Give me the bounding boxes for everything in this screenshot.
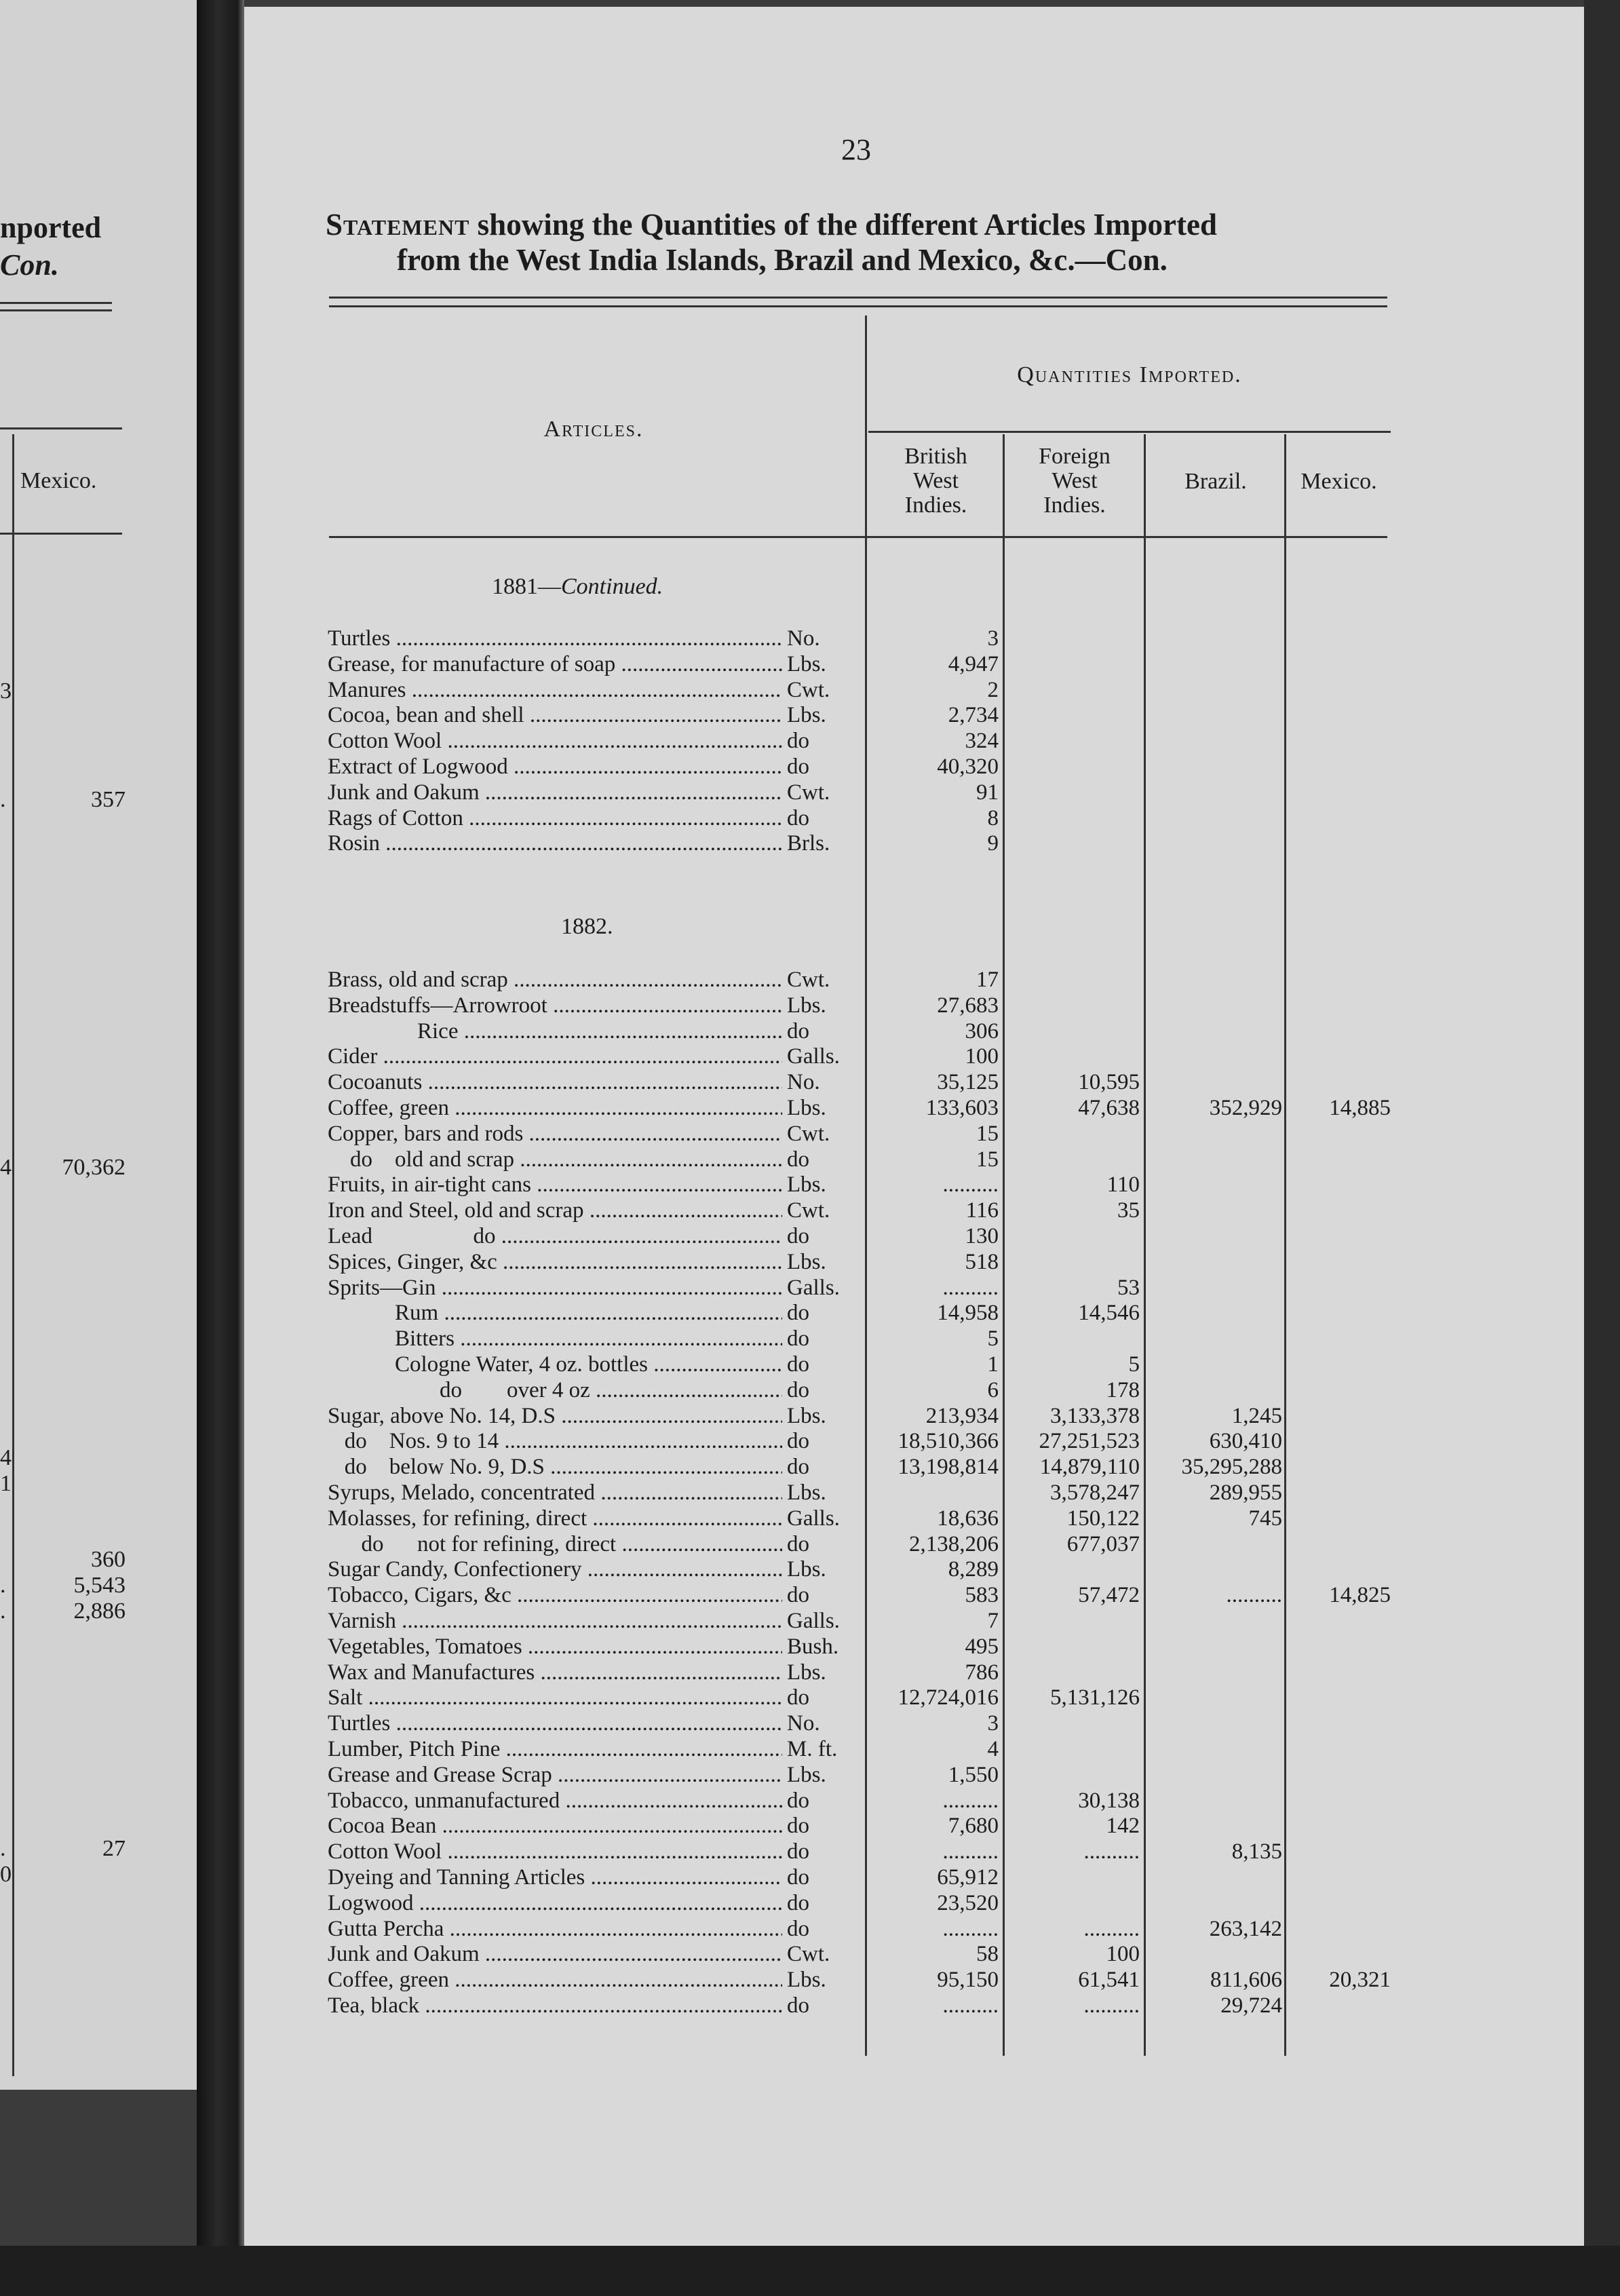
article-name: Junk and Oakum ..... [328, 780, 782, 805]
british-west-indies-cell: .......... [942, 1839, 999, 1864]
british-west-indies-cell: 1,550 [948, 1762, 999, 1787]
article-name: Dyeing and Tanning Articles ..... [328, 1864, 782, 1890]
article-name: Turtles ..... [328, 1710, 782, 1736]
british-west-indies-cell: 3 [987, 626, 999, 651]
table-row [0, 1300, 1620, 1326]
table-row [0, 1223, 1620, 1249]
article-name: Fruits, in air-tight cans ..... [328, 1172, 782, 1198]
unit-cell: do [787, 729, 809, 754]
unit-cell: do [787, 1377, 809, 1402]
unit-cell: do [787, 1224, 809, 1248]
table-row [0, 1095, 1620, 1121]
foreign-west-indies-header [1005, 444, 1144, 518]
header-line: Foreign [1039, 444, 1111, 469]
section-label: 1882. [561, 914, 613, 939]
article-name: Extract of Logwood ..... [328, 754, 782, 780]
foreign-west-indies-cell: .......... [1083, 1993, 1140, 2018]
british-west-indies-cell: 6 [987, 1377, 999, 1402]
unit-cell: do [787, 1788, 809, 1813]
table-row [0, 1377, 1620, 1403]
left-page-clipped-mark: 0 [0, 1862, 12, 1887]
article-name: Cocoa Bean ..... [328, 1813, 782, 1839]
table-row [0, 1556, 1620, 1582]
unit-cell: Lbs. [787, 1249, 826, 1274]
title-rule [329, 296, 1387, 299]
foreign-west-indies-cell: 110 [1106, 1172, 1140, 1198]
article-name: Junk and Oakum ..... [328, 1941, 782, 1967]
british-west-indies-cell: 14,958 [937, 1301, 999, 1326]
unit-cell: Cwt. [787, 968, 830, 992]
british-west-indies-cell: 2,734 [948, 703, 999, 728]
unit-cell: Lbs. [787, 1172, 826, 1198]
table-row [0, 1121, 1620, 1147]
british-west-indies-header [870, 444, 1002, 518]
article-name: Cotton Wool ..... [328, 728, 782, 754]
british-west-indies-cell: 100 [965, 1044, 999, 1069]
unit-cell: Lbs. [787, 1660, 826, 1685]
british-west-indies-cell: 7 [987, 1609, 999, 1633]
british-west-indies-cell: 4 [987, 1737, 999, 1761]
foreign-west-indies-cell: 57,472 [1078, 1583, 1140, 1608]
article-name: Sprits—Gin ..... [328, 1275, 782, 1301]
british-west-indies-cell: 306 [965, 1018, 999, 1044]
foreign-west-indies-cell: 30,138 [1078, 1788, 1140, 1813]
british-west-indies-cell: 23,520 [937, 1890, 999, 1915]
table-row [0, 1454, 1620, 1480]
table-row [0, 1864, 1620, 1890]
table-row [0, 651, 1620, 677]
unit-cell: Cwt. [787, 780, 830, 805]
article-name: do Nos. 9 to 14 ..... [328, 1428, 782, 1454]
table-row [0, 1428, 1620, 1454]
table-row [0, 1710, 1620, 1736]
article-name: Vegetables, Tomatoes ..... [328, 1634, 782, 1660]
foreign-west-indies-cell: 14,879,110 [1039, 1455, 1140, 1480]
quantities-rule [868, 431, 1391, 433]
table-row [0, 728, 1620, 754]
header-line: Indies. [1043, 493, 1106, 518]
table-row [0, 1044, 1620, 1069]
british-west-indies-cell: 583 [965, 1583, 999, 1608]
foreign-west-indies-cell: 3,578,247 [1050, 1480, 1140, 1505]
british-west-indies-cell: 13,198,814 [898, 1455, 999, 1480]
quantities-header: Quantities Imported. [1017, 362, 1242, 387]
british-west-indies-cell: 133,603 [925, 1096, 999, 1120]
left-page-rule [0, 309, 112, 311]
british-west-indies-cell: 58 [976, 1942, 999, 1967]
table-row [0, 1069, 1620, 1095]
table-row [0, 677, 1620, 703]
section-label [492, 574, 663, 600]
british-west-indies-cell: 5 [987, 1326, 999, 1352]
unit-cell: Lbs. [787, 1096, 826, 1120]
foreign-west-indies-cell: 178 [1106, 1377, 1140, 1402]
left-page-clipped-mark: . [0, 1836, 6, 1861]
left-page-rule [0, 427, 122, 429]
article-name: do below No. 9, D.S ..... [328, 1454, 782, 1480]
table-row [0, 1660, 1620, 1685]
article-name: Cocoanuts ..... [328, 1069, 782, 1095]
british-west-indies-cell: 35,125 [937, 1070, 999, 1095]
unit-cell: Galls. [787, 1044, 840, 1069]
table-row [0, 1788, 1620, 1814]
table-row [0, 1326, 1620, 1352]
table-row [0, 830, 1620, 856]
unit-cell: do [787, 1993, 809, 2018]
foreign-west-indies-cell: 5 [1128, 1352, 1140, 1377]
unit-cell: do [787, 1301, 809, 1326]
table-row [0, 993, 1620, 1018]
british-west-indies-cell: 65,912 [937, 1865, 999, 1890]
unit-cell: do [787, 1814, 809, 1839]
british-west-indies-cell: 12,724,016 [898, 1685, 999, 1710]
mexico-cell: 14,885 [1329, 1096, 1391, 1120]
british-west-indies-cell: 518 [965, 1249, 999, 1274]
table-row [0, 1634, 1620, 1660]
brazil-cell: 352,929 [1209, 1096, 1282, 1120]
left-page-clipped-mark: . [0, 1573, 6, 1598]
foreign-west-indies-cell: 27,251,523 [1039, 1429, 1140, 1454]
header-line: West [912, 468, 959, 493]
unit-cell: Lbs. [787, 1762, 826, 1787]
unit-cell: do [787, 1429, 809, 1454]
unit-cell: do [787, 1685, 809, 1710]
table-row [0, 1839, 1620, 1864]
table-row [0, 1018, 1620, 1044]
table-row [0, 967, 1620, 993]
unit-cell: Lbs. [787, 993, 826, 1018]
foreign-west-indies-cell: 150,122 [1066, 1506, 1140, 1531]
table-row [0, 1147, 1620, 1172]
unit-cell: do [787, 1352, 809, 1377]
header-line: Indies. [904, 493, 967, 518]
foreign-west-indies-cell: 14,546 [1078, 1301, 1140, 1326]
article-name: Cologne Water, 4 oz. bottles ..... [328, 1352, 782, 1377]
unit-cell: Cwt. [787, 1198, 830, 1223]
article-name: Rosin ..... [328, 830, 782, 856]
foreign-west-indies-cell: 142 [1106, 1814, 1140, 1839]
british-west-indies-cell: 1 [987, 1352, 999, 1377]
article-name: Molasses, for refining, direct ..... [328, 1506, 782, 1531]
left-page-value: 2,886 [73, 1599, 126, 1624]
unit-cell: Cwt. [787, 1942, 830, 1967]
foreign-west-indies-cell: 100 [1106, 1942, 1140, 1967]
brazil-cell: 811,606 [1210, 1968, 1282, 1993]
table-row [0, 1813, 1620, 1839]
table-row [0, 780, 1620, 805]
article-name: Tea, black ..... [328, 1993, 782, 2018]
unit-cell: do [787, 1839, 809, 1864]
title-rule [329, 305, 1387, 307]
article-name: Grease and Grease Scrap ..... [328, 1762, 782, 1788]
article-name: Coffee, green ..... [328, 1967, 782, 1993]
foreign-west-indies-cell: 10,595 [1078, 1070, 1140, 1095]
article-name: Lead do ..... [328, 1223, 782, 1249]
foreign-west-indies-cell: 35 [1117, 1198, 1140, 1223]
article-name: Rum ..... [328, 1300, 782, 1326]
foreign-west-indies-cell: 53 [1117, 1275, 1140, 1300]
british-west-indies-cell: 18,636 [937, 1506, 999, 1531]
british-west-indies-cell: 8,289 [948, 1557, 999, 1582]
left-page-title-line1: nported [0, 211, 102, 244]
unit-cell: Bush. [787, 1634, 839, 1659]
title-lead: Statement [326, 208, 470, 242]
british-west-indies-cell: .......... [942, 1172, 999, 1198]
article-name: Bitters ..... [328, 1326, 782, 1352]
british-west-indies-cell: 495 [965, 1634, 999, 1659]
brazil-cell: 35,295,288 [1181, 1455, 1282, 1480]
left-page-value: 357 [91, 787, 126, 812]
mexico-cell: 14,825 [1329, 1583, 1391, 1608]
mexico-cell: 20,321 [1329, 1968, 1391, 1993]
british-west-indies-cell: 2 [987, 677, 999, 702]
unit-cell: Galls. [787, 1506, 840, 1531]
section-year: 1881— [492, 574, 561, 599]
brazil-cell: .......... [1226, 1583, 1282, 1608]
foreign-west-indies-cell: 5,131,126 [1050, 1685, 1140, 1710]
brazil-cell: 289,955 [1209, 1480, 1282, 1505]
article-name: Rags of Cotton ..... [328, 805, 782, 831]
british-west-indies-cell: 95,150 [937, 1968, 999, 1993]
table-row [0, 1249, 1620, 1275]
article-name: Iron and Steel, old and scrap ..... [328, 1198, 782, 1223]
table-row [0, 1506, 1620, 1531]
article-name: Logwood ..... [328, 1890, 782, 1916]
article-name: Varnish ..... [328, 1608, 782, 1634]
british-west-indies-cell: 130 [965, 1224, 999, 1248]
articles-header: Articles. [543, 417, 644, 442]
british-west-indies-cell: 27,683 [937, 993, 999, 1018]
brazil-cell: 1,245 [1231, 1403, 1282, 1428]
article-name: Syrups, Melado, concentrated ..... [328, 1480, 782, 1506]
article-name: do old and scrap ..... [328, 1147, 782, 1172]
article-name: Lumber, Pitch Pine ..... [328, 1736, 782, 1762]
unit-cell: do [787, 805, 809, 830]
unit-cell: do [787, 1326, 809, 1352]
left-page-value: 5,543 [73, 1573, 126, 1598]
unit-cell: Lbs. [787, 1557, 826, 1582]
british-west-indies-cell: 2,138,206 [909, 1531, 999, 1556]
unit-cell: No. [787, 1070, 820, 1095]
left-page-clipped-mark: 1 [0, 1471, 12, 1496]
unit-cell: do [787, 1890, 809, 1915]
table-row [0, 1890, 1620, 1916]
british-west-indies-cell: 15 [976, 1147, 999, 1172]
british-west-indies-cell: 9 [987, 831, 999, 856]
table-row [0, 702, 1620, 728]
foreign-west-indies-cell: 61,541 [1078, 1968, 1140, 1993]
article-name: Grease, for manufacture of soap ..... [328, 651, 782, 677]
title-line1: showing the Quantities of the different Articles Imported [477, 208, 1217, 242]
british-west-indies-cell: 18,510,366 [898, 1429, 999, 1454]
table-row [0, 1685, 1620, 1710]
header-rule [329, 536, 1387, 538]
left-page-rule [0, 302, 112, 304]
unit-cell: Cwt. [787, 677, 830, 702]
left-page-clipped-mark: 4 [0, 1445, 12, 1470]
british-west-indies-cell: 213,934 [925, 1403, 999, 1428]
british-west-indies-cell: 17 [976, 968, 999, 992]
mexico-header: Mexico. [1300, 469, 1377, 494]
unit-cell: Lbs. [787, 703, 826, 728]
header-line: British [904, 444, 967, 469]
table-row [0, 1275, 1620, 1301]
section-suffix: Continued. [561, 574, 663, 599]
british-west-indies-cell: 4,947 [948, 651, 999, 676]
unit-cell: do [787, 1455, 809, 1480]
table-row [0, 1352, 1620, 1377]
article-name: Copper, bars and rods ..... [328, 1121, 782, 1147]
article-name: do not for refining, direct ..... [328, 1531, 782, 1557]
header-line: West [1052, 468, 1098, 493]
article-name: Breadstuffs—Arrowroot ..... [328, 993, 782, 1018]
table-row [0, 1608, 1620, 1634]
left-page-mexico-header: Mexico. [20, 468, 97, 493]
british-west-indies-cell: 786 [965, 1660, 999, 1685]
foreign-west-indies-cell: 47,638 [1078, 1096, 1140, 1120]
unit-cell: do [787, 1583, 809, 1608]
unit-cell: do [787, 1018, 809, 1044]
unit-cell: do [787, 1865, 809, 1890]
article-name: Tobacco, unmanufactured ..... [328, 1788, 782, 1814]
article-name: Manures ..... [328, 677, 782, 703]
left-page-clipped-mark: 4 [0, 1155, 12, 1180]
brazil-cell: 745 [1248, 1506, 1282, 1531]
brazil-cell: 8,135 [1231, 1839, 1282, 1864]
british-west-indies-cell: 324 [965, 729, 999, 754]
unit-cell: do [787, 1916, 809, 1941]
british-west-indies-cell: 15 [976, 1121, 999, 1146]
unit-cell: Galls. [787, 1609, 840, 1633]
unit-cell: M. ft. [787, 1737, 838, 1761]
page-number: 23 [841, 133, 871, 166]
british-west-indies-cell: .......... [942, 1275, 999, 1300]
table-row [0, 1993, 1620, 2018]
page-edge [0, 2246, 1620, 2296]
article-name: Brass, old and scrap ..... [328, 967, 782, 993]
table-row [0, 1736, 1620, 1762]
unit-cell: Galls. [787, 1275, 840, 1300]
table-row [0, 1582, 1620, 1608]
unit-cell: No. [787, 626, 820, 651]
article-name: Sugar Candy, Confectionery ..... [328, 1556, 782, 1582]
table-row [0, 1198, 1620, 1223]
foreign-west-indies-cell: 677,037 [1066, 1531, 1140, 1556]
table-row [0, 754, 1620, 780]
article-name: Cider ..... [328, 1044, 782, 1069]
table-row [0, 1480, 1620, 1506]
left-page-title-line2: Con. [0, 248, 59, 282]
unit-cell: Lbs. [787, 651, 826, 676]
unit-cell: No. [787, 1711, 820, 1736]
article-name: Tobacco, Cigars, &c ..... [328, 1582, 782, 1608]
left-page-value: 27 [102, 1836, 126, 1861]
unit-cell: do [787, 754, 809, 779]
article-name: Wax and Manufactures ..... [328, 1660, 782, 1685]
title-line2: from the West India Islands, Brazil and Mexico, &c.—Con. [397, 243, 1168, 277]
unit-cell: Brls. [787, 831, 830, 856]
left-page-clipped-mark: . [0, 1599, 6, 1624]
british-west-indies-cell: 40,320 [937, 754, 999, 779]
table-row [0, 1403, 1620, 1429]
article-name: Gutta Percha ..... [328, 1916, 782, 1942]
article-name: Cocoa, bean and shell ..... [328, 702, 782, 728]
left-page-rule [0, 533, 122, 535]
british-west-indies-cell: 3 [987, 1711, 999, 1736]
article-name: Cotton Wool ..... [328, 1839, 782, 1864]
article-name: Turtles ..... [328, 626, 782, 651]
british-west-indies-cell: 116 [965, 1198, 999, 1223]
table-row [0, 626, 1620, 651]
document-title [326, 207, 1411, 278]
article-name: Salt ..... [328, 1685, 782, 1710]
british-west-indies-cell: .......... [942, 1788, 999, 1813]
foreign-west-indies-cell: .......... [1083, 1839, 1140, 1864]
brazil-cell: 630,410 [1209, 1429, 1282, 1454]
left-page-clipped-mark: . [0, 787, 6, 812]
brazil-cell: 29,724 [1220, 1993, 1282, 2018]
british-west-indies-cell: 91 [976, 780, 999, 805]
table-row [0, 1531, 1620, 1557]
unit-cell: do [787, 1147, 809, 1172]
table-row [0, 805, 1620, 831]
article-name: Rice ..... [328, 1018, 782, 1044]
brazil-header: Brazil. [1184, 469, 1247, 494]
unit-cell: Lbs. [787, 1403, 826, 1428]
foreign-west-indies-cell: .......... [1083, 1916, 1140, 1941]
table-row [0, 1172, 1620, 1198]
british-west-indies-cell: .......... [942, 1993, 999, 2018]
british-west-indies-cell: 7,680 [948, 1814, 999, 1839]
british-west-indies-cell: 8 [987, 805, 999, 830]
unit-cell: Lbs. [787, 1480, 826, 1505]
unit-cell: Cwt. [787, 1121, 830, 1146]
left-page-value: 360 [91, 1547, 126, 1572]
left-page-clipped-mark: 3 [0, 678, 12, 704]
table-row [0, 1941, 1620, 1967]
table-row [0, 1916, 1620, 1942]
foreign-west-indies-cell: 3,133,378 [1050, 1403, 1140, 1428]
article-name: Sugar, above No. 14, D.S ..... [328, 1403, 782, 1429]
unit-cell: Lbs. [787, 1968, 826, 1993]
table-row [0, 1967, 1620, 1993]
table-row [0, 1762, 1620, 1788]
left-page-value: 70,362 [62, 1155, 126, 1180]
article-name: Spices, Ginger, &c ..... [328, 1249, 782, 1275]
unit-cell: do [787, 1531, 809, 1556]
article-name: Coffee, green ..... [328, 1095, 782, 1121]
article-name: do over 4 oz ..... [328, 1377, 782, 1403]
british-west-indies-cell: .......... [942, 1916, 999, 1941]
brazil-cell: 263,142 [1209, 1916, 1282, 1941]
